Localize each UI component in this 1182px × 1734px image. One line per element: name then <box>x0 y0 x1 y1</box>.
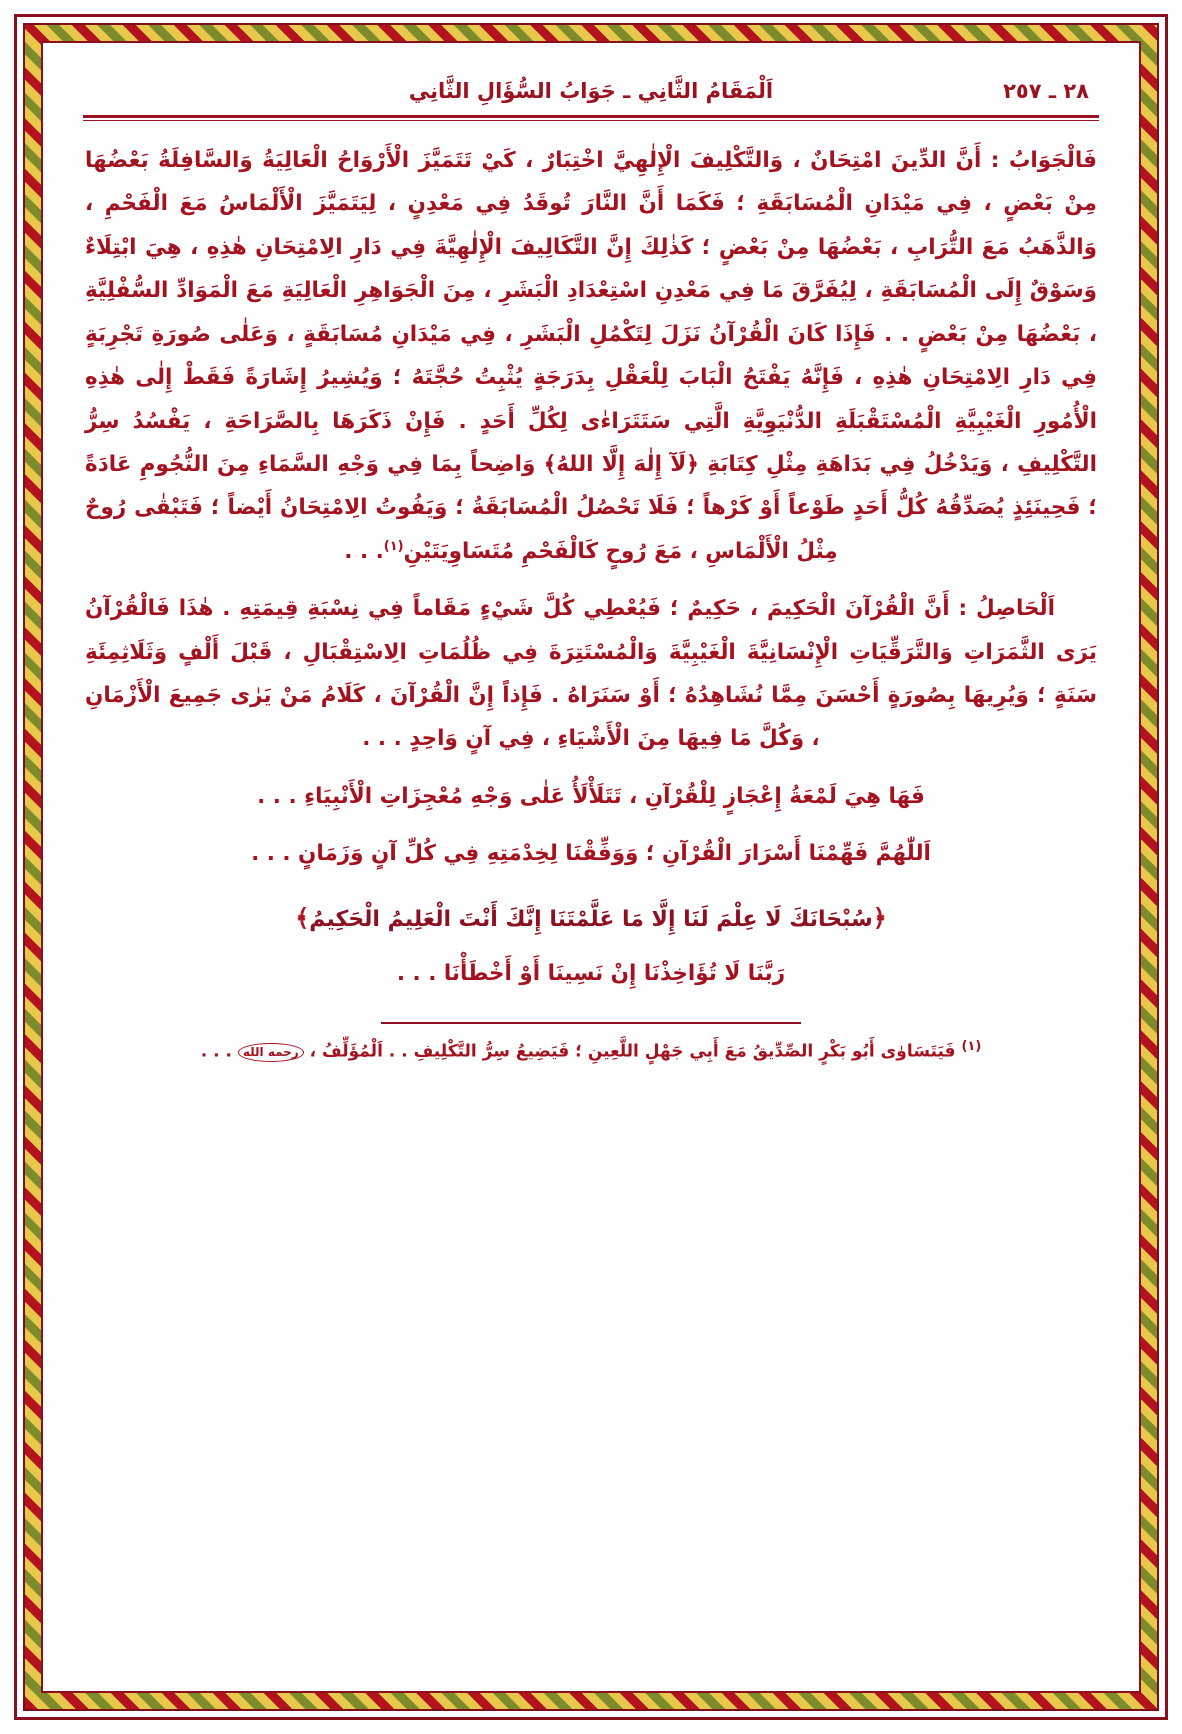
paragraph-1-tail: . . . <box>344 538 384 564</box>
body-text <box>77 121 1105 1066</box>
footnote-tail: . . . <box>200 1041 232 1062</box>
paragraph-1-text: فَالْجَوَابُ : أَنَّ الدِّينَ امْتِحَانٌ ، وَالتَّكْلِيفَ الْإِلٰهِيَّ اخْتِبَارٌ ، كَيْ تَتَمَيَّزَ الْأَرْوَاحُ الْعَالِيَةُ وَالسَّافِلَةُ بَعْضُهَا مِنْ بَعْضٍ ، فِي مَيْدَانِ الْمُسَابَقَةِ ؛ فَكَمَا أَنَّ النَّارَ تُوقَدُ فِي مَعْدِنٍ ، لِيَتَمَيَّزَ الْأَلْمَاسُ مَعَ الْفَحْمِ ، وَالذَّهَبُ مَعَ التُّرَابِ ، بَعْضُهَا مِنْ بَعْضٍ ؛ كَذٰلِكَ إِنَّ التَّكَالِيفَ الْإِلٰهِيَّةَ فِي دَارِ الِامْتِحَانِ هٰذِهِ ، هِيَ ابْتِلَاءٌ وَسَوْقٌ إِلَى الْمُسَابَقَةِ ، لِيُفَرَّقَ مَا فِي مَعْدِنِ اسْتِعْدَادِ الْبَشَرِ ، مِنَ الْجَوَاهِرِ الْعَالِيَةِ مَعَ الْمَوَادِّ السُّفْلِيَّةِ ، بَعْضُهَا مِنْ بَعْضٍ . . فَإِذَا كَانَ الْقُرْآنُ نَزَلَ لِتَكْمُلِ الْبَشَرِ ، فِي مَيْدَانِ مُسَابَقَةٍ ، وَعَلٰى صُورَةِ تَجْرِبَةٍ فِي دَارِ الِامْتِحَانِ هٰذِهِ ، فَإِنَّهُ يَفْتَحُ الْبَابَ لِلْعَقْلِ بِدَرَجَةٍ يُثْبِتُ حُجَّتَهُ ؛ وَيُشِيرُ إِشَارَةً فَقَطْ إِلٰى هٰذِهِ الْأُمُورِ الْغَيْبِيَّةِ الْمُسْتَقْبَلَةِ الدُّنْيَوِيَّةِ الَّتِي سَتَتَرَاءٰى لِكُلِّ أَحَدٍ . فَإِنْ ذَكَرَهَا بِالصَّرَاحَةِ ، يَفْسُدُ سِرُّ التَّكْلِيفِ ، وَيَدْخُلُ فِي بَدَاهَةِ مِثْلِ كِتَابَةِ ﴿لَآ إِلٰهَ إِلَّا اللهُ﴾ وَاضِحاً بِمَا فِي وَجْهِ السَّمَاءِ مِنَ النُّجُومِ عَادَةً ؛ فَحِينَئِذٍ يُصَدِّقُهُ كُلُّ أَحَدٍ طَوْعاً أَوْ كَرْهاً ؛ فَلَا تَحْصُلُ الْمُسَابَقَةُ ؛ وَيَفُوتُ الِامْتِحَانُ أَيْضاً ؛ فَتَبْقٰى رُوحٌ مِثْلُ الْأَلْمَاسِ ، مَعَ رُوحٍ كَالْفَحْمِ مُتَسَاوِيَتَيْنِ <box>85 148 1097 564</box>
page-border-ornament <box>23 23 1159 1711</box>
header-divider <box>83 115 1099 118</box>
ornament-open-icon: ﴿ <box>872 903 887 932</box>
quranic-invocation-text: سُبْحَانَكَ لَا عِلْمَ لَنَا إِلَّا مَا عَلَّمْتَنَا إِنَّكَ أَنْتَ الْعَلِيمُ الْحَكِيمُ <box>309 906 873 932</box>
page-border-outer <box>14 14 1168 1720</box>
paragraph-2: اَلْحَاصِلُ : أَنَّ الْقُرْآنَ الْحَكِيمَ ، حَكِيمٌ ؛ فَيُعْطِي كُلَّ شَيْءٍ مَقَاماً فِي نِسْبَةِ قِيمَتِهِ . هٰذَا فَالْقُرْآنُ يَرَى الثَّمَرَاتِ وَالتَّرَقِّيَاتِ الْإِنْسَانِيَّةَ الْغَيْبِيَّةَ وَالْمُسْتَتِرَةَ فِي ظُلُمَاتِ الِاسْتِقْبَالِ ، قَبْلَ أَلْفٍ وَثَلَاثِمِئَةِ سَنَةٍ ؛ وَيُرِيهَا بِصُورَةٍ أَحْسَنَ مِمَّا نُشَاهِدُهُ ؛ أَوْ سَنَرَاهُ . فَإِذاً إِنَّ الْقُرْآنَ ، كَلَامُ مَنْ يَرٰى جَمِيعَ الْأَزْمَانِ ، وَكُلَّ مَا فِيهَا مِنَ الْأَشْيَاءِ ، فِي آنٍ وَاحِدٍ . . . <box>85 596 1097 752</box>
paragraph-3: فَهَا هِيَ لَمْعَةُ إِعْجَازٍ لِلْقُرْآنِ ، تَتَلَأْلَأُ عَلٰى وَجْهِ مُعْجِزَاتِ الْأَنْبِيَاءِ . . . <box>257 783 925 809</box>
quranic-invocation <box>85 894 1097 942</box>
footnote-1 <box>85 1036 1097 1067</box>
footnote-text: فَيَتَسَاوٰى أَبُو بَكْرٍ الصِّدِّيقُ مَعَ أَبِي جَهْلٍ اللَّعِينِ ؛ فَيَضِيعُ سِرُّ التَّكْلِيفِ . . اَلْمُؤَلِّفُ ، <box>303 1041 956 1062</box>
header-title: اَلْمَقَامُ الثَّانِي ـ جَوَابُ السُّؤَالِ الثَّانِي <box>408 79 774 103</box>
footnote-divider <box>381 1022 801 1024</box>
ornament-close-icon: ﴾ <box>295 903 310 932</box>
footnote-section <box>85 1022 1097 1067</box>
closing-prayer: رَبَّنَا لَا تُؤَاخِذْنَا إِنْ نَسِينَا أَوْ أَخْطَأْنَا . . . <box>396 961 786 987</box>
footnote-marker: (١) <box>961 1038 982 1054</box>
page-content-area <box>41 41 1141 1693</box>
author-seal-icon: رحمه الله <box>238 1043 304 1062</box>
footnote-reference-1[interactable]: (١) <box>383 538 404 554</box>
page-number: ٢٨ ـ ٢٥٧ <box>1003 79 1089 103</box>
paragraph-1 <box>85 139 1097 573</box>
paragraph-4: اَللّٰهُمَّ فَهِّمْنَا أَسْرَارَ الْقُرْآنِ ؛ وَوَفِّقْنَا لِخِدْمَتِهِ فِي كُلِّ آنٍ وَزَمَانٍ . . . <box>251 841 931 867</box>
page-header <box>77 69 1105 109</box>
